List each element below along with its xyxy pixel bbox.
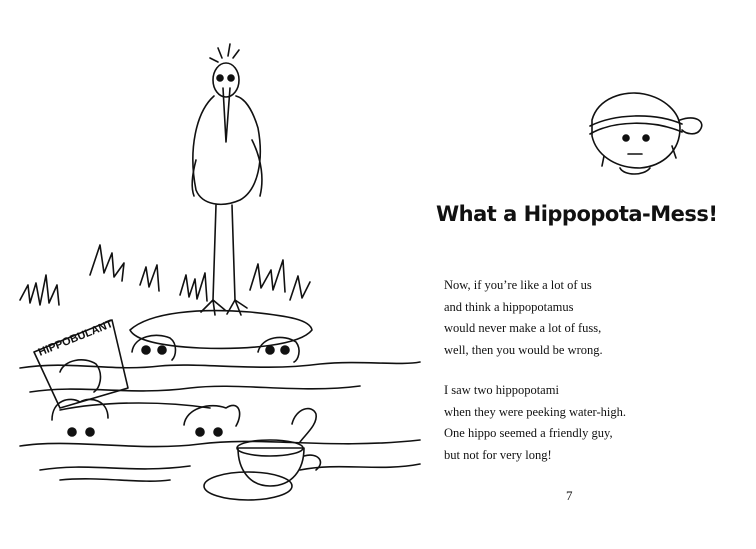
poem-line: I saw two hippopotami [444, 383, 559, 397]
teacup-boat-drawing [204, 409, 320, 500]
grass-tufts [20, 245, 310, 305]
poem-line: when they were peeking water-high. [444, 404, 626, 419]
teacup-head-character [584, 90, 708, 182]
stanza-2 [444, 380, 626, 466]
poem-line: but not for very long! [444, 447, 552, 462]
page-number: 7 [566, 488, 573, 503]
stanza-1 [444, 275, 603, 361]
poem-line: well, then you would be wrong. [444, 342, 603, 357]
poem-title: What a Hippopota-Mess! [436, 202, 718, 226]
newspaper-masthead: HIPPOBULANT [36, 317, 115, 359]
poem-line: One hippo seemed a friendly guy, [444, 426, 613, 440]
heron-drawing [192, 44, 262, 315]
water-ripples [20, 362, 420, 481]
poem-line: Now, if you’re like a lot of us [444, 278, 592, 292]
hippo-heads [52, 335, 299, 436]
poem-line: and think a hippopotamus [444, 299, 574, 314]
poem-line: would never make a lot of fuss, [444, 321, 602, 335]
